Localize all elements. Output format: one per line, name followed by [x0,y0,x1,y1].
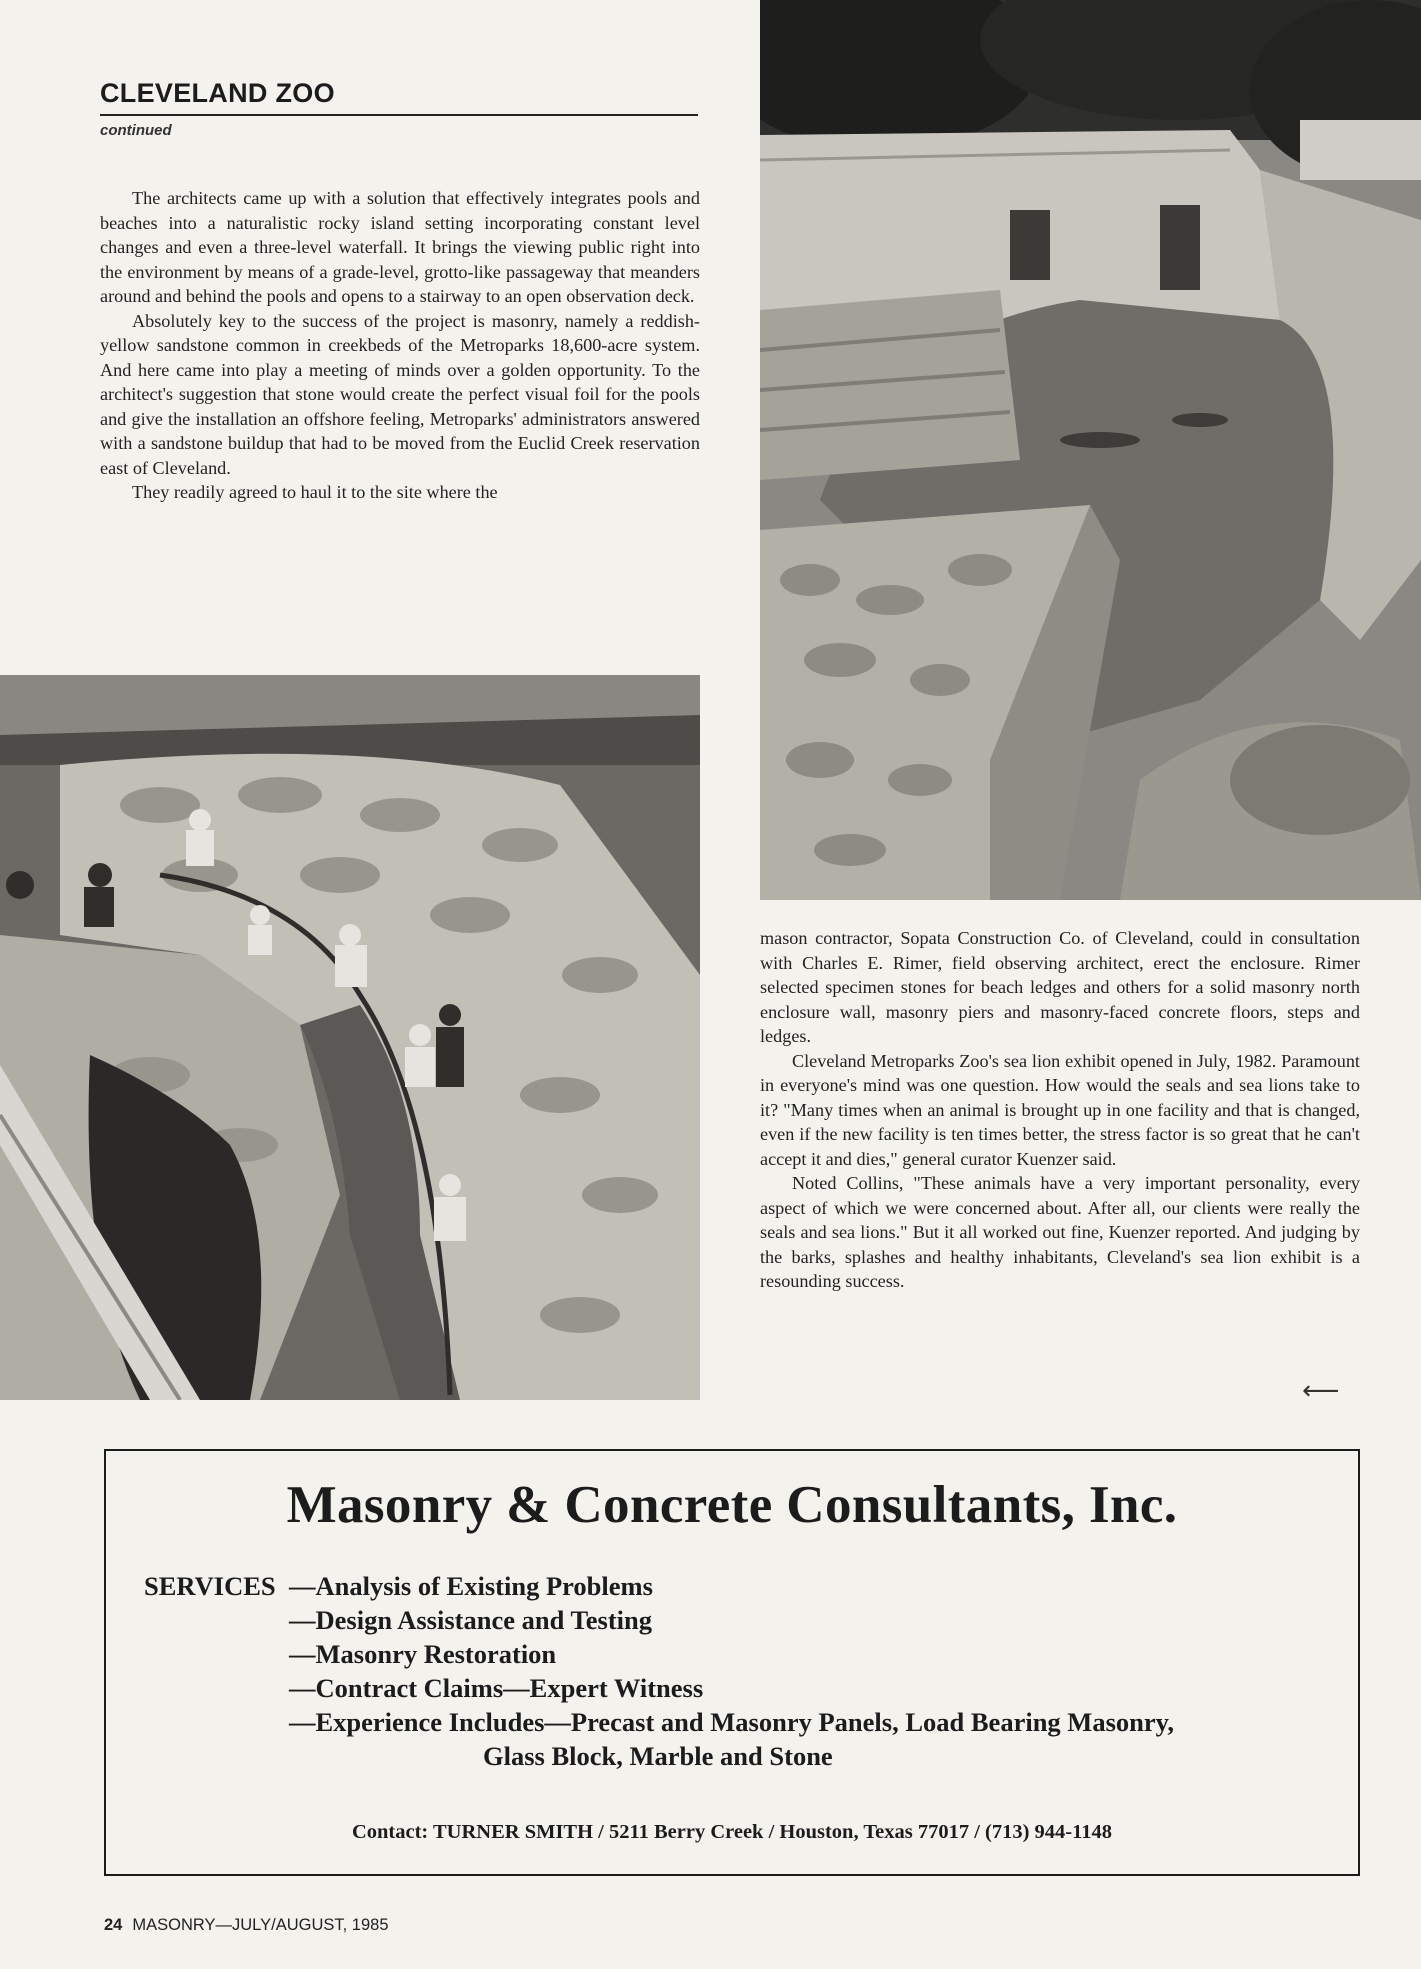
article-paragraph: mason contractor, Sopata Construction Co. of Cleveland, could in consultation with Charles E. Rimer, field observing architect, erect the enclosure. Rimer selected specimen stones for beach ledges and others for a solid masonry north enclosure wall, masonry piers and masonry-faced concrete floors, steps and ledges. [760,928,1360,1046]
ad-service-item: —Masonry Restoration [289,1639,557,1669]
page-number: 24 [104,1916,123,1934]
article-left-column [100,186,700,505]
sea-lion-pool-photo [760,0,1421,900]
article-right-column [760,926,1360,1294]
page-footer [104,1916,389,1935]
article-paragraph: Absolutely key to the success of the project is masonry, namely a reddish-yellow sandstone common in creekbeds of the Metroparks 18,600-acre system. And here came into play a meeting of minds over a golden opportunity. To the architect's suggestion that stone would create the perfect visual foil for the pools and give the installation an offshore feeling, Metroparks' administrators answered with a sandstone buildup that had to be moved from the Euclid Creek reservation east of Cleveland. [100,310,700,478]
advertisement-box [104,1449,1360,1876]
ad-services-label: SERVICES [144,1571,276,1601]
ad-service-item: —Design Assistance and Testing [289,1605,652,1635]
article-paragraph: The architects came up with a solution that effectively integrates pools and beaches into a naturalistic rocky island setting incorporating constant level changes and even a three-level waterfall. It brings the viewing public right into the environment by means of a grade-level, grotto-like passageway that meanders around and behind the pools and opens to a stairway to an open observation deck. [100,188,700,306]
article-paragraph: Noted Collins, "These animals have a very important personality, every aspect of which we were concerned about. After all, our clients were really the seals and sea lions." But it all worked out fine, Kuenzer reported. And judging by the barks, splashes and healthy inhabitants, Cleveland's sea lion exhibit is a resounding success. [760,1173,1360,1291]
article-paragraph: They readily agreed to haul it to the site where the [132,482,498,502]
ad-service-item: —Experience Includes—Precast and Masonry Panels, Load Bearing Masonry, [289,1707,1175,1737]
ad-company-name: Masonry & Concrete Consultants, Inc. [286,1476,1178,1534]
continued-label: continued [100,122,172,139]
ad-service-item: Glass Block, Marble and Stone [483,1741,833,1771]
title-rule [100,114,698,116]
article-paragraph: Cleveland Metroparks Zoo's sea lion exhibit opened in July, 1982. Paramount in everyone's mind was one question. How would the seals and sea lions take to it? "Many times when an animal is brought up in one facility and that is changed, even if the new facility is ten times better, the stress factor is so great that he can't accept it and dies," general curator Kuenzer said. [760,1050,1360,1169]
publication-issue: MASONRY—JULY/AUGUST, 1985 [132,1916,389,1934]
ad-contact-line: Contact: TURNER SMITH / 5211 Berry Creek / Houston, Texas 77017 / (713) 944-1148 [351,1821,1113,1843]
ad-service-item: —Contract Claims—Expert Witness [289,1673,704,1703]
grotto-stairway-photo [0,675,700,1400]
section-title: CLEVELAND ZOO [100,78,335,108]
ad-service-item: —Analysis of Existing Problems [289,1571,653,1601]
end-of-article-icon: ⟵ [1302,1376,1340,1406]
